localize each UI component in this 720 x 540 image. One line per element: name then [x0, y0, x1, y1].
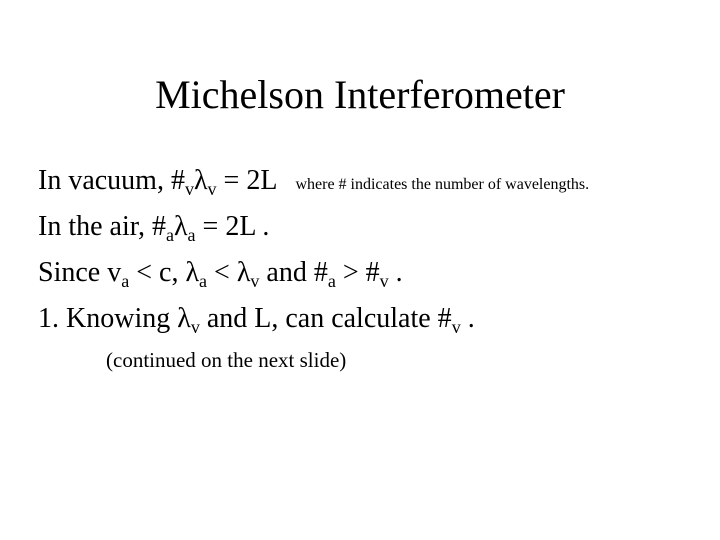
subscript-v: v	[379, 271, 389, 291]
less-than: <	[207, 257, 237, 288]
slide-title: Michelson Interferometer	[155, 72, 565, 117]
lambda-symbol: λ	[193, 165, 208, 196]
since-prefix: Since v	[38, 257, 122, 288]
subscript-a: a	[187, 225, 196, 245]
period: .	[460, 303, 475, 334]
lambda-symbol: λ	[236, 257, 251, 288]
air-prefix: In the air,	[38, 211, 152, 242]
vacuum-equation-line	[38, 164, 589, 202]
lambda-symbol: λ	[173, 211, 188, 242]
air-equation-line	[38, 210, 269, 244]
subscript-v: v	[207, 179, 217, 199]
subscript-v: v	[451, 317, 461, 337]
subscript-v: v	[190, 317, 200, 337]
subscript-a: a	[121, 271, 130, 291]
less-than-c: < c,	[129, 257, 186, 288]
equals-2L: = 2L	[216, 165, 278, 196]
wavelength-note: where # indicates the number of wavelengths.	[295, 176, 590, 193]
continued-note: (continued on the next slide)	[106, 348, 347, 372]
period: .	[388, 257, 403, 288]
equals-2L: = 2L .	[195, 211, 270, 242]
lambda-symbol: λ	[177, 303, 191, 334]
inequality-line	[38, 256, 403, 290]
subscript-v: v	[184, 179, 194, 199]
and-hash: and #	[259, 257, 328, 288]
calculate-text: and L, can calculate #	[199, 303, 452, 334]
greater-than-hash: > #	[335, 257, 380, 288]
knowing-prefix: 1. Knowing	[38, 303, 178, 334]
vacuum-prefix: In vacuum,	[38, 165, 171, 196]
hash-symbol: #	[170, 165, 185, 196]
subscript-a: a	[327, 271, 336, 291]
subscript-a: a	[165, 225, 174, 245]
subscript-a: a	[199, 271, 208, 291]
step-one-line	[38, 302, 475, 336]
subscript-v: v	[250, 271, 260, 291]
hash-symbol: #	[151, 211, 166, 242]
lambda-symbol: λ	[185, 257, 200, 288]
